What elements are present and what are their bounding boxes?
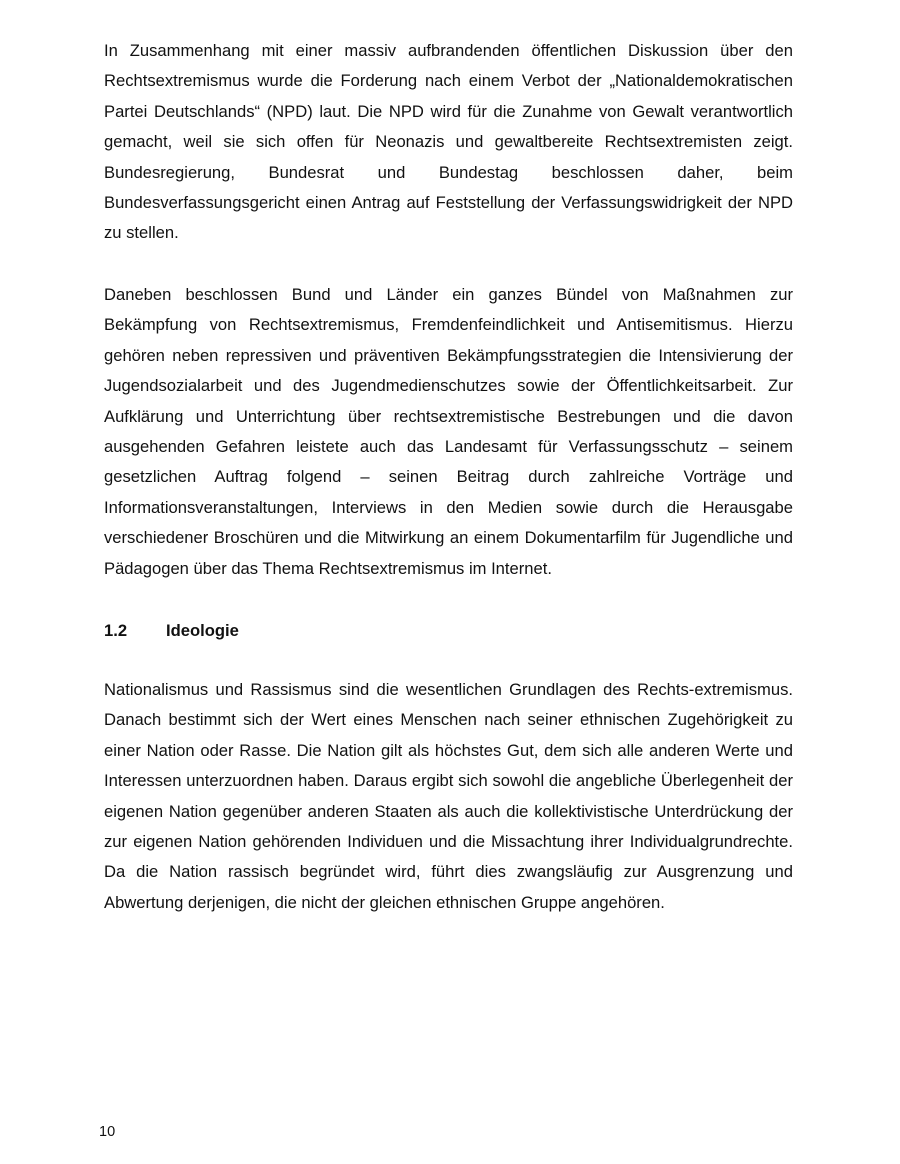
paragraph-ideology: Nationalismus und Rassismus sind die wesentlichen Grundlagen des Rechts-extremismus. Danach bestimmt sich der Wert eines Menschen nach seiner ethnischen Zugehörigkeit zu einer Nation oder Rasse. Die Nation gilt als höchstes Gut, dem sich alle anderen Werte und Interessen unterzuordnen haben. Daraus ergibt sich sowohl die angebliche Überlegenheit der eigenen Nation gegenüber anderen Staaten als auch die kollektivistische Unterdrückung der zur eigenen Nation gehörenden Individuen und die Missachtung ihrer Individualgrundrechte. Da die Nation rassisch begründet wird, führt dies zwangsläufig zur Ausgrenzung und Abwertung derjenigen, die nicht der gleichen ethnischen Gruppe angehören. <box>104 680 793 912</box>
paragraph-measures: Daneben beschlossen Bund und Länder ein ganzes Bündel von Maßnahmen zur Bekämpfung von Rechtsextremismus, Fremdenfeindlichkeit und Antisemitismus. Hierzu gehören neben repressiven und präventiven Bekämpfungsstrategien die Intensivierung der Jugendsozialarbeit und des Jugendmedienschutzes sowie der Öffentlichkeitsarbeit. Zur Aufklärung und Unterrichtung über rechtsextremistische Bestrebungen und die davon ausgehenden Gefahren leistete auch das Landesamt für Verfassungsschutz – seinem gesetzlichen Auftrag folgend – seinen Beitrag durch zahlreiche Vorträge und Informationsveranstaltungen, Interviews in den Medien sowie durch die Herausgabe verschiedener Broschüren und die Mitwirkung an einem Dokumentarfilm für Jugendliche und Pädagogen über das Thema Rechtsextremismus im Internet. <box>104 285 793 578</box>
section-number: 1.2 <box>104 621 128 640</box>
paragraph-npd-ban: In Zusammenhang mit einer massiv aufbrandenden öffentlichen Diskussion über den Rechtsextremismus wurde die Forderung nach einem Verbot der „Nationaldemokratischen Partei Deutschlands“ (NPD) laut. Die NPD wird für die Zunahme von Gewalt verantwortlich gemacht, weil sie sich offen für Neonazis und gewaltbereite Rechtsextremisten zeigt. Bundesregierung, Bundesrat und Bundestag beschlossen daher, beim Bundesverfassungsgericht einen Antrag auf Feststellung der Verfassungswidrigkeit der NPD zu stellen. <box>104 41 793 243</box>
section-title: Ideologie <box>166 621 239 640</box>
page-number: 10 <box>99 1124 116 1140</box>
section-heading <box>104 616 239 646</box>
